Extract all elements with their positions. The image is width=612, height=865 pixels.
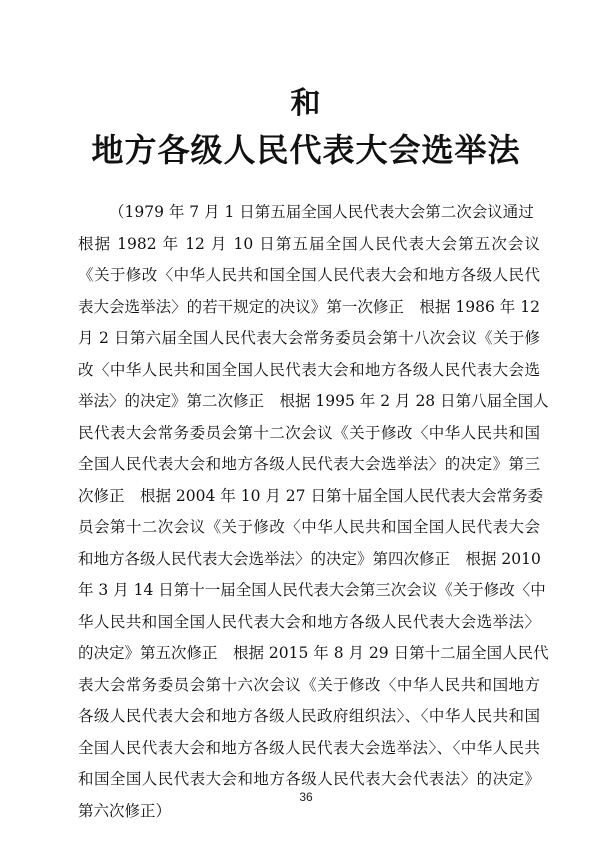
paragraph-line: 次修正 根据 2004 年 10 月 27 日第十届全国人民代表大会常务委 [78,486,543,505]
paragraph-line: 《关于修改〈中华人民共和国全国人民代表大会和地方各级人民代 [78,266,540,284]
paragraph-line: 年 3 月 14 日第十一届全国人民代表大会第三次会议《关于修改〈中 [78,581,546,599]
page-number: 36 [299,790,313,804]
paragraph-line: 和国全国人民代表大会和地方各级人民代表大会代表法〉的决定》 [78,770,540,788]
document-title-line-2: 地方各级人民代表大会选举法 [91,131,521,169]
document-title-line-1: 和 [290,86,322,121]
paragraph-line: 的决定》第五次修正 根据 2015 年 8 月 29 日第十二届全国人民代 [78,644,549,662]
paragraph-line: 举法〉的决定》第二次修正 根据 1995 年 2 月 28 日第八届全国人 [78,392,549,410]
paragraph-line: 月 2 日第六届全国人民代表大会常务委员会第十八次会议《关于修 [78,329,540,347]
paragraph-line: 和地方各级人民代表大会选举法〉的决定》第四次修正 根据 2010 [78,549,541,568]
paragraph-line: 第六次修正） [78,801,172,820]
paragraph-line: 表大会常务委员会第十六次会议《关于修改〈中华人民共和国地方 [78,675,540,694]
paragraph-line: 表大会选举法〉的若干规定的决议》第一次修正 根据 1986 年 12 [78,297,540,316]
paragraph-line: 改〈中华人民共和国全国人民代表大会和地方各级人民代表大会选 [78,360,540,379]
paragraph-line: 各级人民代表大会和地方各级人民政府组织法〉、〈中华人民共和国 [78,707,540,725]
paragraph-line: 华人民共和国全国人民代表大会和地方各级人民代表大会选举法〉 [78,612,540,631]
paragraph-line: 全国人民代表大会和地方各级人民代表大会选举法〉的决定》第三 [78,455,540,473]
paragraph-line: 全国人民代表大会和地方各级人民代表大会选举法〉、〈中华人民共 [78,738,540,757]
amendment-history-paragraph [78,197,549,827]
paragraph-line: 员会第十二次会议《关于修改〈中华人民共和国全国人民代表大会 [78,518,540,536]
paragraph-line: 根据 1982 年 12 月 10 日第五届全国人民代表大会第五次会议 [78,234,540,253]
paragraph-line: 民代表大会常务委员会第十二次会议《关于修改〈中华人民共和国 [78,423,540,442]
paragraph-line: （1979 年 7 月 1 日第五届全国人民代表大会第二次会议通过 [109,203,534,221]
